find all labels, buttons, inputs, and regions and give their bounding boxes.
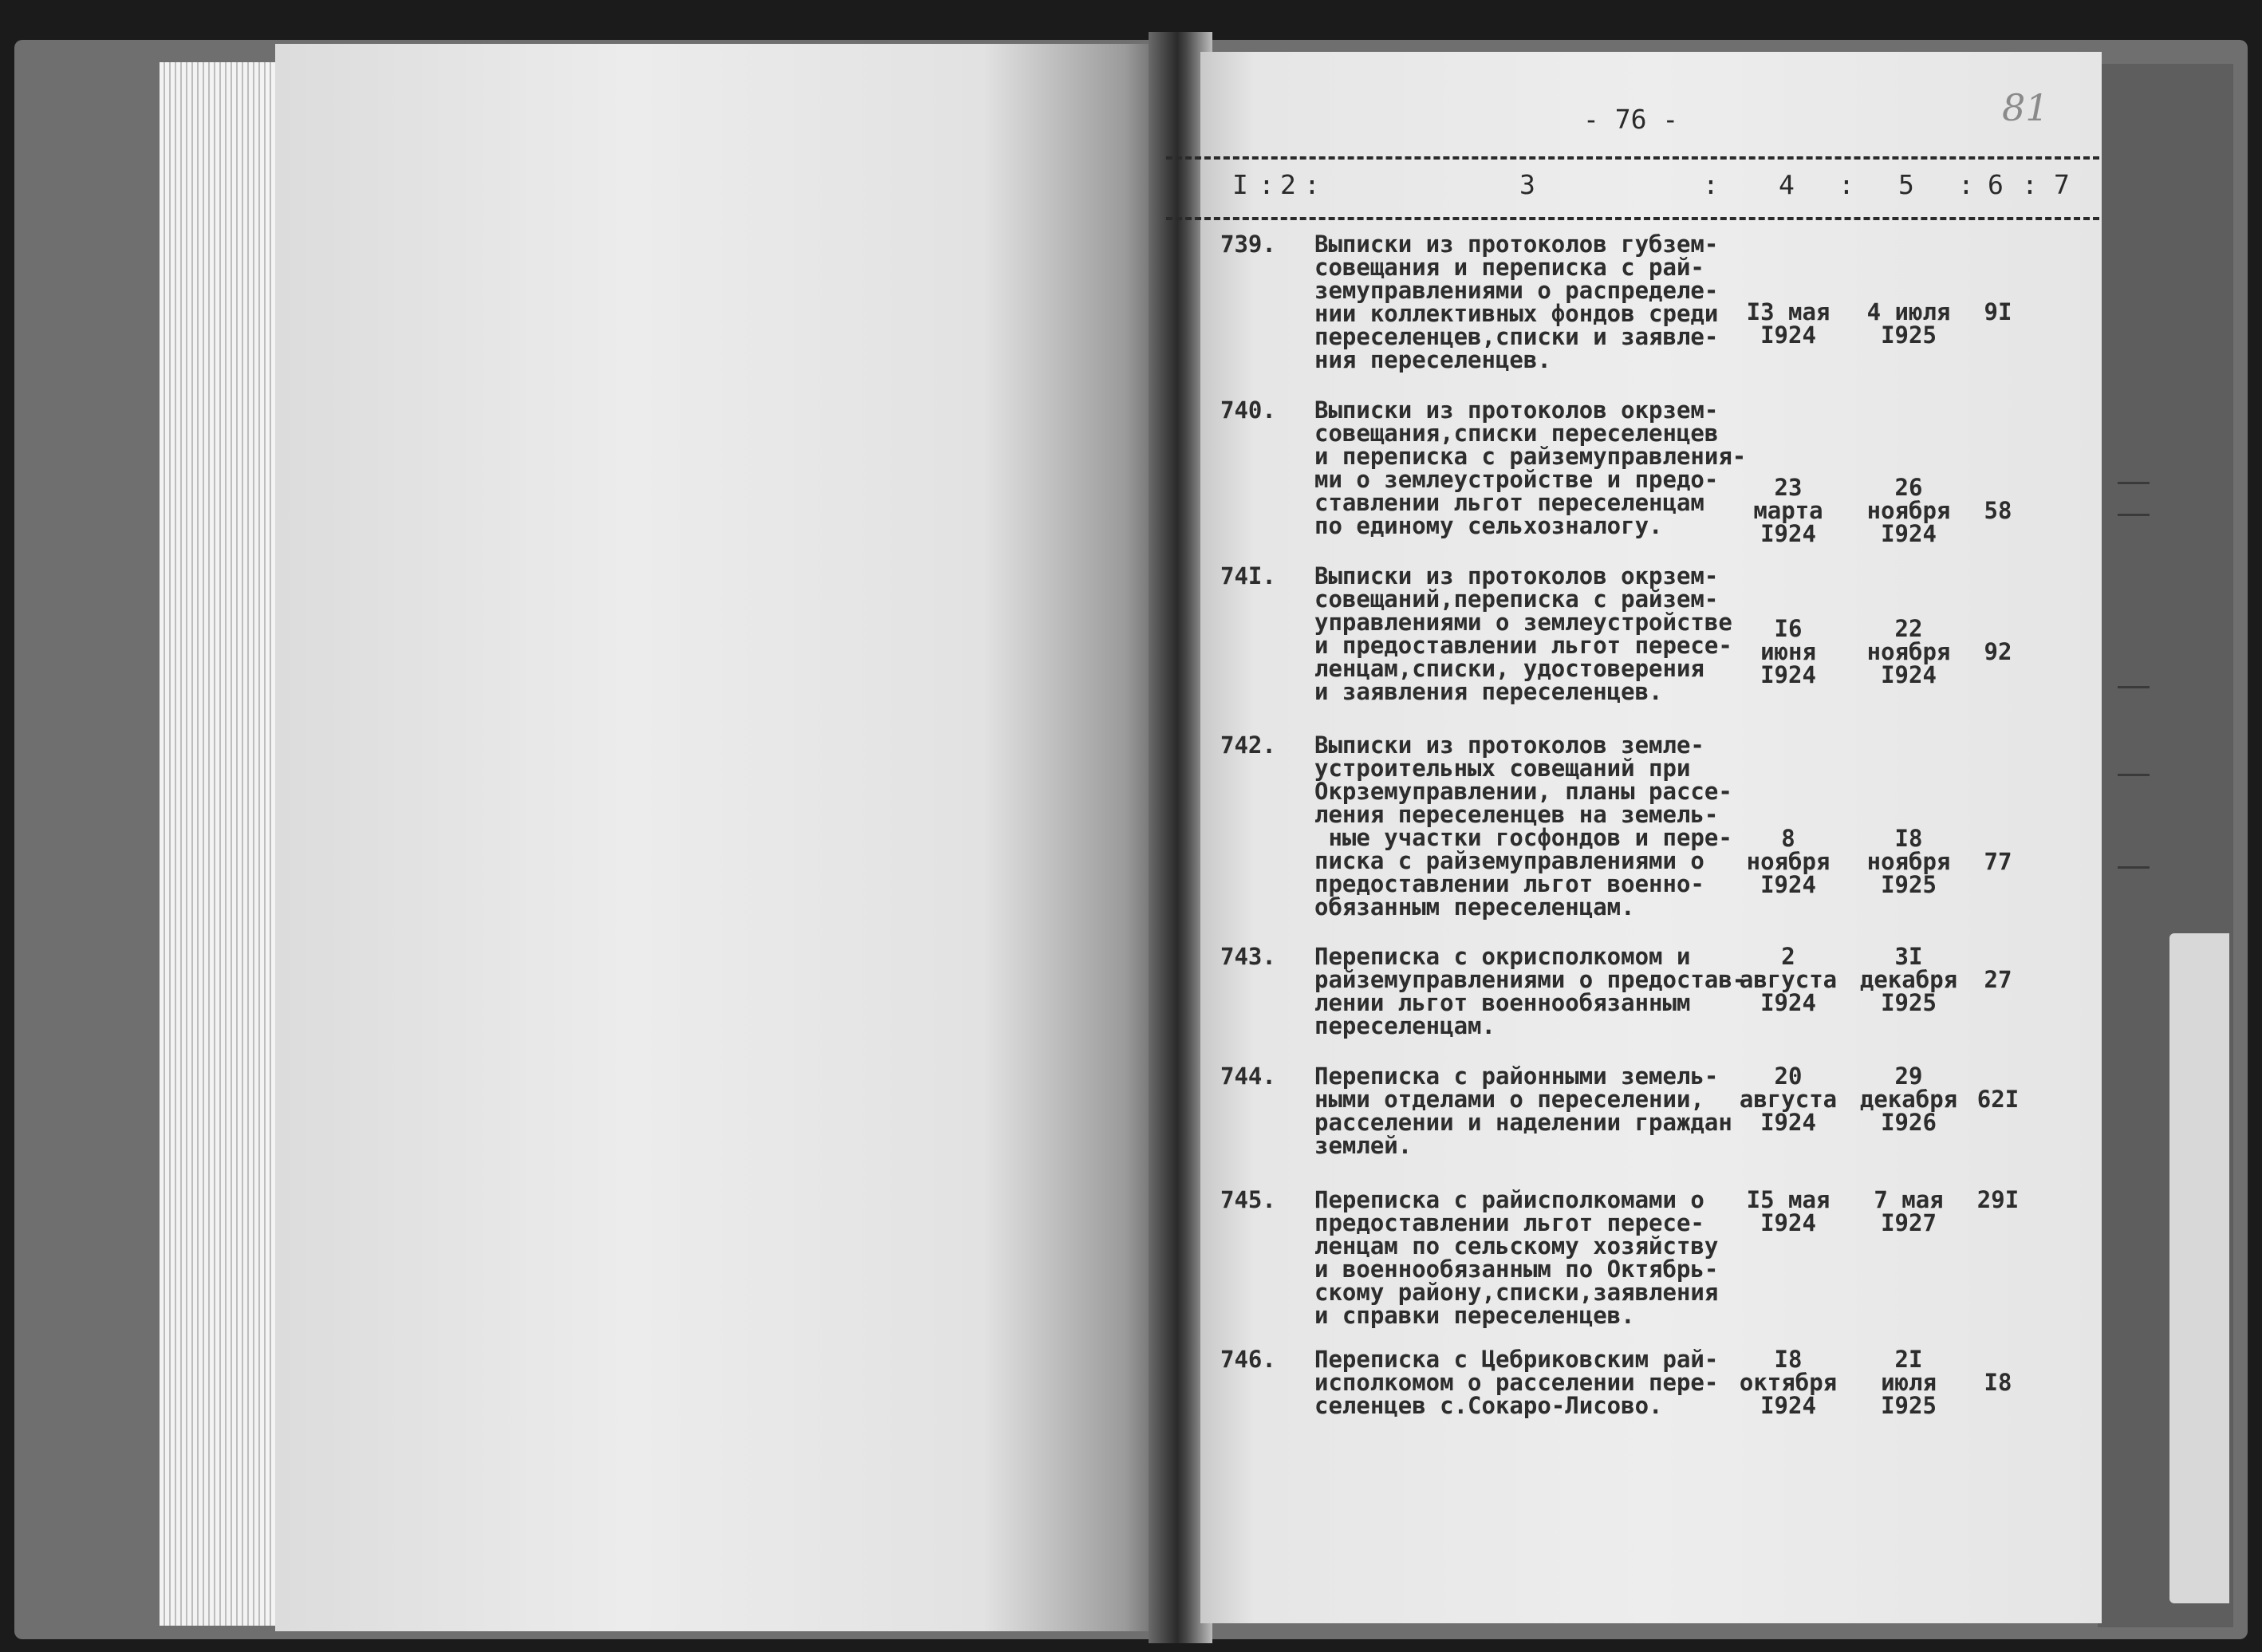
entry-description: Выписки из протоколов окрзем- совещаний,переписка с райзем- управлениями о землеустройстве и предоставлении льгот пересе- ленцам,списки, удостоверения и заявления переселенцев.: [1314, 562, 1732, 705]
entry-sheet-count: 92: [1984, 638, 2012, 665]
column-header-1: I: [1232, 169, 1248, 200]
inserted-paper-strip: [2169, 933, 2229, 1603]
margin-mark: [2118, 482, 2150, 484]
entry-start-date: 8 ноября I924: [1746, 825, 1830, 898]
entry-sheet-count: 62I: [1976, 1086, 2020, 1113]
entry-number: 744.: [1220, 1063, 1276, 1090]
entry-start-date: I6 июня I924: [1760, 615, 1816, 688]
margin-mark: [2118, 686, 2150, 688]
column-header-sep: :: [1838, 169, 1854, 200]
column-header-2: 2: [1280, 169, 1296, 200]
column-header-sep: :: [1259, 169, 1275, 200]
entry-end-date: 3I декабря I925: [1859, 943, 1958, 1016]
entry-end-date: 22 ноября I924: [1866, 615, 1951, 688]
entry-sheet-count: 9I: [1984, 298, 2012, 325]
entry-sheet-count: 27: [1984, 966, 2012, 993]
page-number: - 76 -: [1583, 104, 1679, 135]
column-header-sep: :: [1703, 169, 1719, 200]
margin-mark: [2118, 774, 2150, 776]
entry-number: 74I.: [1220, 562, 1276, 589]
column-header-sep: :: [2022, 169, 2038, 200]
header-rule-bottom: [1166, 217, 2099, 220]
entry-description: Переписка с райисполкомами о предоставлении льгот пересе- ленцам по сельскому хозяйству и военнообязанным по Октябрь- скому району,списки,заявления и справки переселенцев.: [1314, 1186, 1719, 1329]
entry-start-date: I5 мая I924: [1746, 1186, 1830, 1236]
entry-description: Выписки из протоколов окрзем- совещания,списки переселенцев и переписка с райземуправления- ми о землеустройстве и предо- ставлении льгот переселенцам по единому сельхозналогу.: [1314, 396, 1747, 539]
entry-start-date: 23 марта I924: [1753, 474, 1823, 547]
column-header-5: 5: [1898, 169, 1914, 200]
entry-sheet-count: 58: [1984, 497, 2012, 524]
entry-end-date: 2I июля I925: [1881, 1346, 1937, 1419]
column-header-4: 4: [1779, 169, 1795, 200]
entry-start-date: 2 августа I924: [1739, 943, 1838, 1016]
entry-end-date: 4 июля I925: [1866, 298, 1951, 349]
entry-start-date: I8 октября I924: [1739, 1346, 1838, 1419]
column-header-sep: :: [1958, 169, 1974, 200]
entry-sheet-count: 29I: [1976, 1186, 2020, 1213]
entry-description: Переписка с районными земель- ными отделами о переселении, расселении и наделении граждан землей.: [1314, 1063, 1732, 1159]
margin-mark: [2118, 514, 2150, 516]
column-header-6: 6: [1988, 169, 2004, 200]
margin-mark: [2118, 866, 2150, 869]
entry-end-date: 29 декабря I926: [1859, 1063, 1958, 1136]
entry-description: Переписка с окрисполкомом и райземуправлениями о предостав- лении льгот военнообязанным переселенцам.: [1314, 943, 1747, 1039]
entry-sheet-count: I8: [1984, 1369, 2012, 1396]
handwritten-folio-number: 81: [2002, 86, 2049, 129]
entry-number: 745.: [1220, 1186, 1276, 1213]
entry-start-date: 20 августа I924: [1739, 1063, 1838, 1136]
entry-description: Выписки из протоколов земле- устроительных совещаний при Окрземуправлении, планы рассе- ления переселенцев на земель- ные участки госфондов и пере- писка с райземуправлениями о предоставлении льгот военно- обязанным переселенцам.: [1314, 731, 1732, 921]
header-rule-top: [1166, 156, 2099, 160]
entry-description: Переписка с Цебриковским рай- исполкомом о расселении пере- селенцев с.Сокаро-Лисово.: [1314, 1346, 1719, 1419]
entry-number: 740.: [1220, 396, 1276, 424]
column-header-7: 7: [2054, 169, 2070, 200]
entry-start-date: I3 мая I924: [1746, 298, 1830, 349]
entry-number: 746.: [1220, 1346, 1276, 1373]
entry-number: 742.: [1220, 731, 1276, 759]
entry-end-date: 26 ноября I924: [1866, 474, 1951, 547]
entry-description: Выписки из протоколов губзем- совещания и переписка с рай- земуправлениями о распределе- нии коллективных фондов среди переселенцев,списки и заявле- ния переселенцев.: [1314, 231, 1719, 373]
entry-end-date: 7 мая I927: [1874, 1186, 1944, 1236]
column-header-3: 3: [1519, 169, 1535, 200]
column-header-sep: :: [1304, 169, 1320, 200]
entry-end-date: I8 ноября I925: [1866, 825, 1951, 898]
entry-sheet-count: 77: [1984, 848, 2012, 875]
entry-number: 743.: [1220, 943, 1276, 970]
entry-number: 739.: [1220, 231, 1276, 258]
left-page-blank: [275, 44, 1161, 1631]
